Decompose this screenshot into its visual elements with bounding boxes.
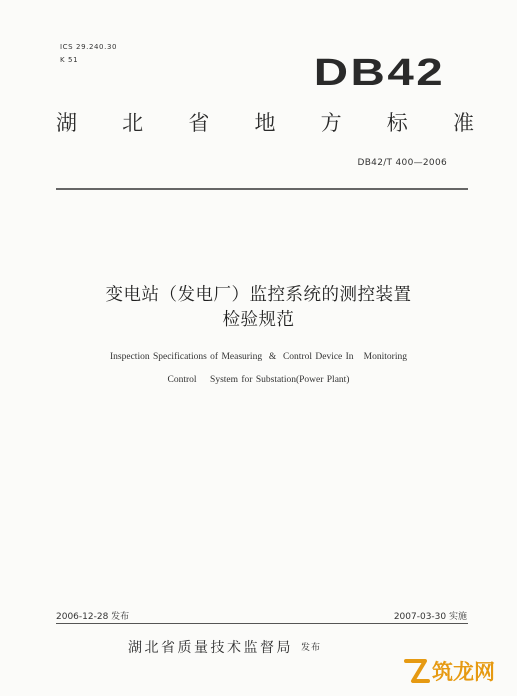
classification-code: K 51 <box>60 56 79 64</box>
ics-code: ICS 29.240.30 <box>60 43 118 51</box>
title-en-line1: Inspection Specifications of Measuring & Control Device In Monitoring <box>110 352 407 362</box>
watermark <box>403 655 495 687</box>
standard-type-char: 湖 <box>56 111 77 135</box>
title-english <box>30 346 487 392</box>
publisher-suffix: 发布 <box>301 643 322 653</box>
standard-type-char: 准 <box>452 111 474 135</box>
publisher <box>128 637 321 657</box>
title-en-line2: Control System for Substation(Power Plant) <box>167 375 350 385</box>
implementation-date: 2007-03-30 实施 <box>393 612 467 622</box>
issue-date: 2006-12-28 发布 <box>56 612 130 622</box>
zhulong-logo-icon <box>403 657 431 685</box>
standard-type-char: 地 <box>254 111 276 135</box>
db-code: DB42 <box>313 52 445 94</box>
standard-type-char: 北 <box>122 111 144 135</box>
standard-number: DB42/T 400—2006 <box>357 158 447 168</box>
title-cn-line2: 检验规范 <box>222 310 295 330</box>
standard-type-char: 标 <box>386 111 408 135</box>
title-chinese <box>40 283 477 333</box>
standard-type <box>56 107 474 137</box>
title-cn-line1: 变电站（发电厂）监控系统的测控装置 <box>105 285 412 305</box>
footer-divider <box>56 623 468 624</box>
header-divider <box>56 188 468 190</box>
publisher-name: 湖北省质量技术监督局 <box>128 640 293 656</box>
standard-type-char: 方 <box>320 111 342 135</box>
watermark-text: 筑龙网 <box>432 660 495 684</box>
standard-type-char: 省 <box>188 111 210 135</box>
